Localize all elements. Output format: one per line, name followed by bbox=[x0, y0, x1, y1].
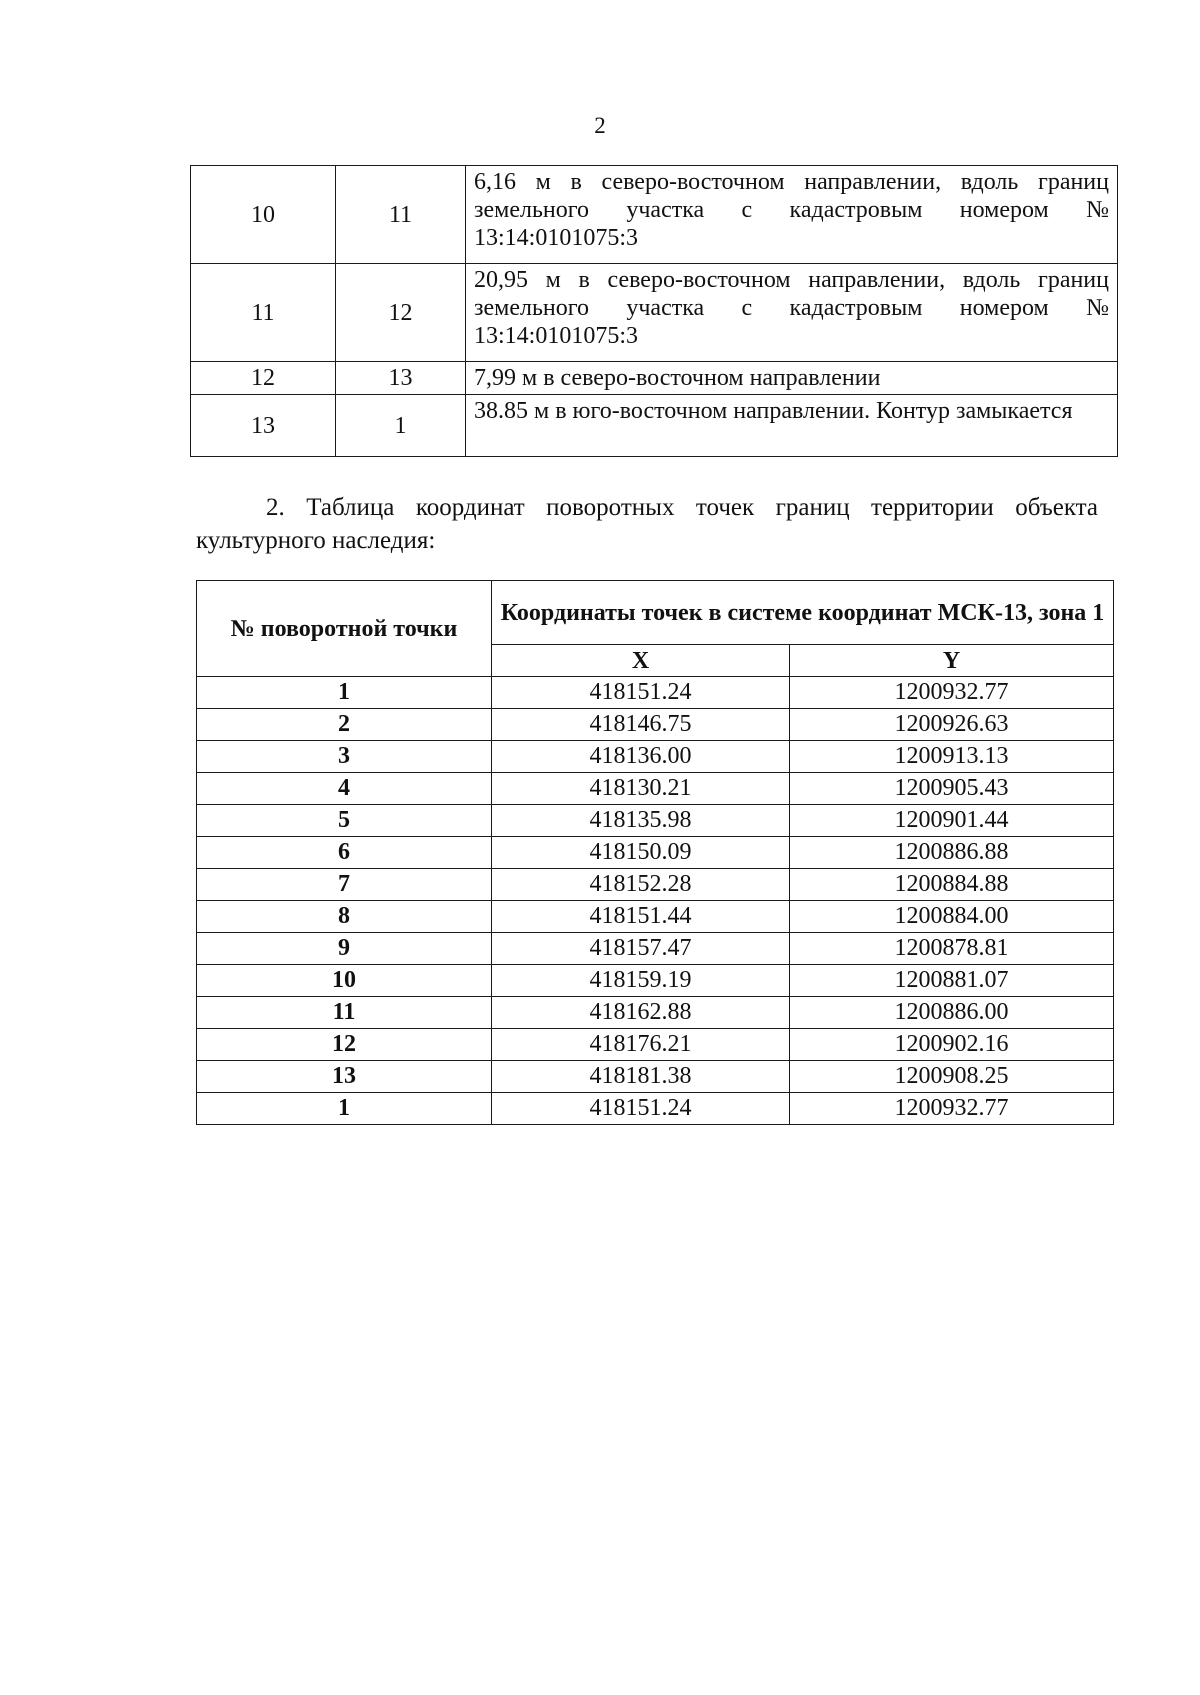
table-row bbox=[197, 1061, 1114, 1093]
from-point: 13 bbox=[191, 395, 336, 457]
y-coordinate: 1200902.16 bbox=[790, 1029, 1114, 1061]
boundary-table bbox=[190, 165, 1118, 457]
point-number: 10 bbox=[197, 965, 492, 997]
point-number: 1 bbox=[197, 1093, 492, 1125]
x-coordinate: 418135.98 bbox=[492, 805, 790, 837]
y-coordinate: 1200926.63 bbox=[790, 709, 1114, 741]
table-row bbox=[191, 395, 1118, 457]
from-point: 10 bbox=[191, 166, 336, 264]
x-coordinate: 418151.44 bbox=[492, 901, 790, 933]
table-row bbox=[197, 1029, 1114, 1061]
point-number: 2 bbox=[197, 709, 492, 741]
y-coordinate: 1200884.88 bbox=[790, 869, 1114, 901]
to-point: 1 bbox=[336, 395, 466, 457]
point-number: 6 bbox=[197, 837, 492, 869]
y-coordinate: 1200886.00 bbox=[790, 997, 1114, 1029]
from-point: 11 bbox=[191, 264, 336, 362]
table-row bbox=[197, 805, 1114, 837]
table-row bbox=[197, 965, 1114, 997]
x-coordinate: 418151.24 bbox=[492, 677, 790, 709]
table-row bbox=[191, 264, 1118, 362]
y-coordinate: 1200886.88 bbox=[790, 837, 1114, 869]
x-coordinate: 418152.28 bbox=[492, 869, 790, 901]
y-coordinate: 1200932.77 bbox=[790, 677, 1114, 709]
y-header: Y bbox=[790, 645, 1114, 677]
section-heading: 2. Таблица координат поворотных точек границ территории объекта культурного наследия: bbox=[196, 494, 1098, 554]
point-number: 3 bbox=[197, 741, 492, 773]
y-coordinate: 1200878.81 bbox=[790, 933, 1114, 965]
point-number: 5 bbox=[197, 805, 492, 837]
segment-description: 20,95 м в северо-восточном направлении, вдоль границ земельного участка с кадастровым номером № 13:14:0101075:3 bbox=[466, 264, 1118, 362]
y-coordinate: 1200908.25 bbox=[790, 1061, 1114, 1093]
page-number: 2 bbox=[594, 113, 606, 138]
table-row bbox=[191, 166, 1118, 264]
point-number-header: № поворотной точки bbox=[197, 581, 492, 677]
point-number: 11 bbox=[197, 997, 492, 1029]
table-row bbox=[197, 677, 1114, 709]
x-coordinate: 418136.00 bbox=[492, 741, 790, 773]
x-coordinate: 418151.24 bbox=[492, 1093, 790, 1125]
coordinate-system-header: Координаты точек в системе координат МСК-13, зона 1 bbox=[492, 581, 1114, 645]
point-number: 4 bbox=[197, 773, 492, 805]
table-row bbox=[197, 869, 1114, 901]
x-coordinate: 418150.09 bbox=[492, 837, 790, 869]
coordinates-table bbox=[196, 580, 1114, 1125]
to-point: 13 bbox=[336, 362, 466, 395]
table-row bbox=[197, 709, 1114, 741]
x-coordinate: 418181.38 bbox=[492, 1061, 790, 1093]
y-coordinate: 1200932.77 bbox=[790, 1093, 1114, 1125]
point-number: 7 bbox=[197, 869, 492, 901]
table-row bbox=[197, 997, 1114, 1029]
table-row bbox=[197, 901, 1114, 933]
x-header: X bbox=[492, 645, 790, 677]
point-number: 8 bbox=[197, 901, 492, 933]
segment-description: 7,99 м в северо-восточном направлении bbox=[466, 362, 1118, 395]
table-row bbox=[191, 362, 1118, 395]
x-coordinate: 418146.75 bbox=[492, 709, 790, 741]
table-row bbox=[197, 1093, 1114, 1125]
x-coordinate: 418157.47 bbox=[492, 933, 790, 965]
x-coordinate: 418176.21 bbox=[492, 1029, 790, 1061]
point-number: 9 bbox=[197, 933, 492, 965]
table-row bbox=[197, 933, 1114, 965]
point-number: 13 bbox=[197, 1061, 492, 1093]
y-coordinate: 1200884.00 bbox=[790, 901, 1114, 933]
x-coordinate: 418162.88 bbox=[492, 997, 790, 1029]
table-row bbox=[197, 773, 1114, 805]
to-point: 12 bbox=[336, 264, 466, 362]
x-coordinate: 418130.21 bbox=[492, 773, 790, 805]
y-coordinate: 1200905.43 bbox=[790, 773, 1114, 805]
point-number: 12 bbox=[197, 1029, 492, 1061]
from-point: 12 bbox=[191, 362, 336, 395]
y-coordinate: 1200913.13 bbox=[790, 741, 1114, 773]
table-row bbox=[197, 741, 1114, 773]
y-coordinate: 1200901.44 bbox=[790, 805, 1114, 837]
x-coordinate: 418159.19 bbox=[492, 965, 790, 997]
to-point: 11 bbox=[336, 166, 466, 264]
point-number: 1 bbox=[197, 677, 492, 709]
y-coordinate: 1200881.07 bbox=[790, 965, 1114, 997]
segment-description: 6,16 м в северо-восточном направлении, вдоль границ земельного участка с кадастровым номером № 13:14:0101075:3 bbox=[466, 166, 1118, 264]
segment-description: 38.85 м в юго-восточном направлении. Контур замыкается bbox=[466, 395, 1118, 457]
table-row bbox=[197, 837, 1114, 869]
